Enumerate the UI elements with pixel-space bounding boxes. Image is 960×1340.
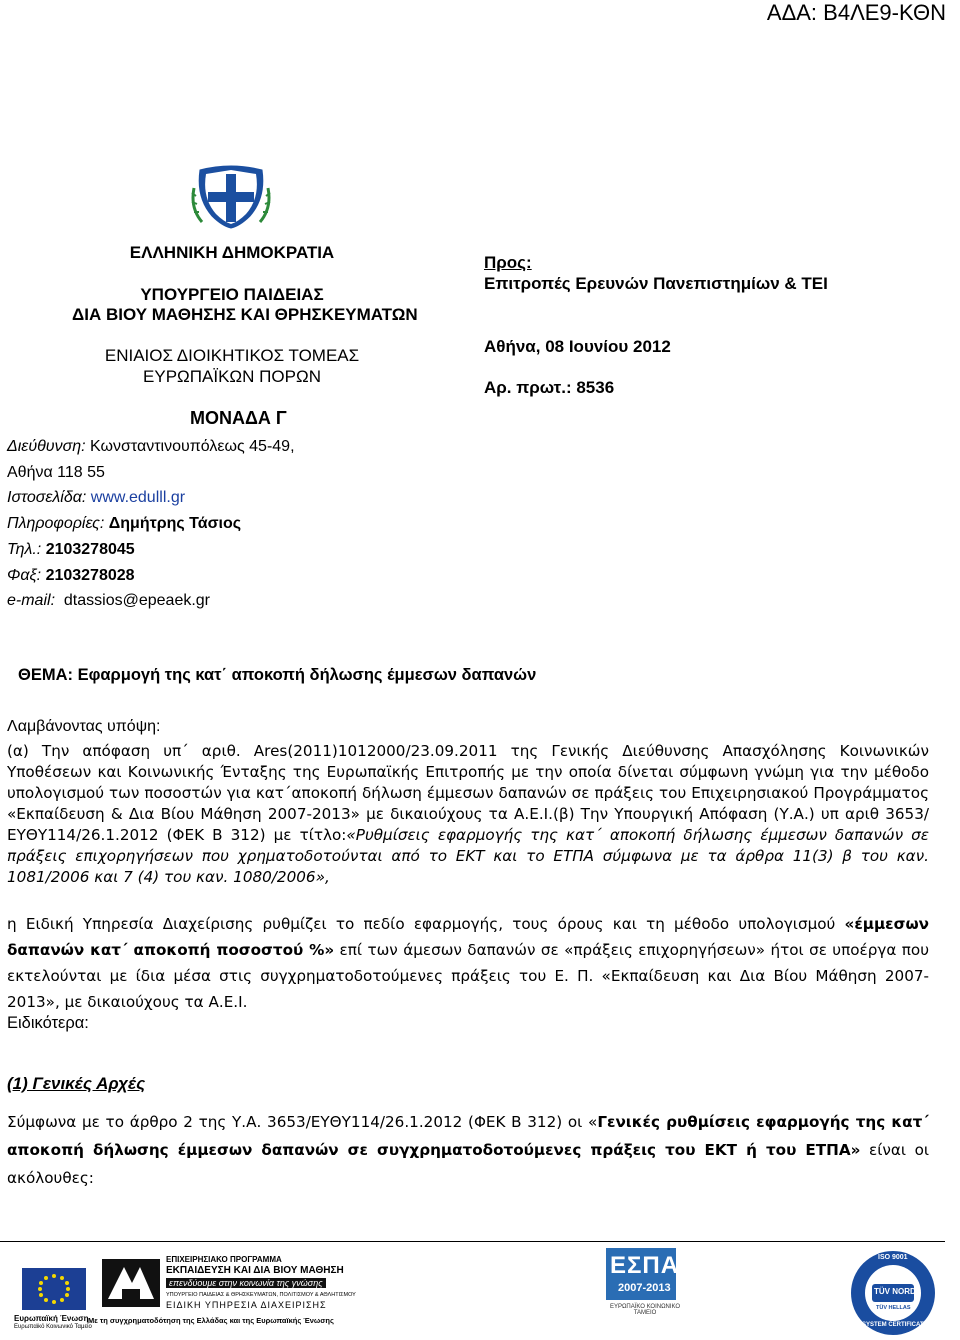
protocol-number: Αρ. πρωτ.: 8536 — [484, 378, 615, 397]
footer-divider — [0, 1241, 945, 1242]
paragraph-scope-text-a: η Ειδική Υπηρεσία Διαχείρισης ρυθμίζει το πεδίο εφαρμογής, τους όρους και τη μέθοδο υπολογισμού — [7, 915, 845, 933]
address-value: Κωνσταντινουπόλεως 45-49, — [90, 438, 295, 455]
espa-years: 2007-2013 — [618, 1282, 671, 1294]
programme-line-1: ΕΠΙΧΕΙΡΗΣΙΑΚΟ ΠΡΟΓΡΑΜΜΑ — [166, 1255, 282, 1264]
sector-line-1: ΕΝΙΑΙΟΣ ΔΙΟΙΚΗΤΙΚΟΣ ΤΟΜΕΑΣ — [104, 346, 360, 365]
eu-logo — [22, 1268, 86, 1312]
programme-service: ΕΙΔΙΚΗ ΥΠΗΡΕΣΙΑ ΔΙΑΧΕΙΡΙΣΗΣ — [166, 1300, 327, 1310]
certification-seal — [850, 1250, 936, 1336]
website-label: Ιστοσελίδα: — [7, 489, 87, 506]
espa-subtitle: ΕΥΡΩΠΑΪΚΟ ΚΟΙΝΩΝΙΚΟ ΤΑΜΕΙΟ — [609, 1304, 681, 1316]
iso-text: ISO 9001 — [878, 1254, 908, 1261]
address-label: Διεύθυνση: — [7, 438, 86, 455]
ministry-line-2: ΔΙΑ ΒΙΟΥ ΜΑΘΗΣΗΣ ΚΑΙ ΘΡΗΣΚΕΥΜΑΤΩΝ — [72, 305, 418, 324]
operational-programme-logo — [100, 1253, 356, 1323]
fax-value: 2103278028 — [45, 567, 135, 584]
info-line — [7, 515, 241, 533]
paragraph-general-bold: Γενικές ρυθμίσεις εφαρμογής της κατ΄ αποκοπή δήλωσης έμμεσων δαπανών σε συγχρηματοδοτούμενες πράξεις του ΕΚΤ ή του ΕΤΠΑ» — [7, 1113, 930, 1159]
section-heading-general-principles: (1) Γενικές Αρχές — [7, 1074, 146, 1093]
info-label: Πληροφορίες: — [7, 515, 105, 532]
to-value: Επιτροπές Ερευνών Πανεπιστημίων & ΤΕΙ — [484, 274, 828, 293]
email-label: e-mail: — [7, 592, 56, 609]
paragraph-scope-text-b: επί των άμεσων δαπανών σε «πράξεις επιχορηγήσεων» ήτοι σε υποέργα που εκτελούνται με ίδια μέσα στις συγχρηματοδοτούμενες πράξεις του Ε. Π. «Εκπαίδευση και Δια Βίου Μάθηση 2007-2013», με δικαιούχους τα Α.Ε.Ι. — [7, 941, 930, 1011]
subject-line: ΘΕΜΑ: Εφαρμογή της κατ΄ αποκοπή δήλωσης έμμεσων δαπανών — [18, 666, 537, 684]
ada-code: ΑΔΑ: Β4ΛΕ9-ΚΘΝ — [766, 0, 946, 25]
paragraph-general-text-b: είναι οι ακόλουθες: — [7, 1141, 930, 1187]
fax-line — [7, 567, 135, 585]
email-value[interactable]: dtassios@epeaek.gr — [63, 592, 211, 609]
programme-slogan: επενδύουμε στην κοινωνία της γνώσης — [166, 1278, 326, 1288]
paragraph-scope-bold: «έμμεσων δαπανών κατ΄ αποκοπή ποσοστού %» — [7, 915, 929, 959]
paragraph-decisions-text: (α) Την απόφαση υπ΄ αριθ. Ares(2011)1012000/23.09.2011 της Γενικής Διεύθυνσης Απασχόλησης Κοινωνικών Υποθέσεων και Κοινωνικής Ένταξης της Ευρωπαϊκής Επιτροπής με την οποία δίνεται σύμφωνη γνώμη για την μέθοδο υπολογισμού των ποσοστών για κατ΄αποκοπή δήλωση έμμεσων δαπανών σε πράξεις του Επιχειρησιακού Προγράμματος «Εκπαίδευση & Δια Βίου Μάθηση 2007-2013» με δικαιούχους τα Α.Ε.Ι.(β) Την Υπουργική Απόφαση (Υ.Α.) υπ αριθ 3653/ΕΥΘΥ114/26.1.2012 (ΦΕΚ Β 312) με τίτλο: — [7, 742, 929, 844]
paragraph-decisions — [7, 741, 929, 888]
programme-line-2: ΕΚΠΑΙΔΕΥΣΗ ΚΑΙ ΔΙΑ ΒΙΟΥ ΜΑΘΗΣΗ — [166, 1265, 344, 1276]
eu-flag-icon — [22, 1268, 86, 1310]
ministry-line-1: ΥΠΟΥΡΓΕΙΟ ΠΑΙΔΕΙΑΣ — [140, 285, 324, 304]
programme-ministry: ΥΠΟΥΡΓΕΙΟ ΠΑΙΔΕΙΑΣ & ΘΡΗΣΚΕΥΜΑΤΩΝ, ΠΟΛΙΤΙΣΜΟΥ & ΑΘΛΗΤΙΣΜΟΥ — [166, 1292, 356, 1298]
tuv-sub-text: TÜV HELLAS — [876, 1305, 911, 1311]
to-label: Προς: — [484, 253, 532, 272]
coat-of-arms-emblem — [190, 158, 272, 230]
espa-text: ΕΣΠΑ — [610, 1252, 680, 1279]
email-line — [7, 592, 210, 610]
paragraph-general-settings — [7, 1108, 929, 1192]
eu-fund-label: Ευρωπαϊκό Κοινωνικό Ταμείο — [14, 1324, 92, 1330]
paragraph-scope — [7, 911, 929, 1015]
regulation-title: «Ρυθμίσεις εφαρμογής της κατ΄ αποκοπή δήλωσης έμμεσων δαπανών σε πράξεις επιχορηγήσεων που χρηματοδοτούνται από το ΕΚΤ και το ΕΤΠΑ σύμφωνα με τα άρθρα 11(3) β του καν. 1081/2006 και 7 (4) του καν. 1080/2006», — [7, 826, 929, 886]
sector-line-2: ΕΥΡΩΠΑΪΚΩΝ ΠΟΡΩΝ — [143, 367, 321, 386]
address-city: Αθήνα 118 55 — [7, 464, 105, 481]
phone-line — [7, 541, 135, 559]
cofinance-note: Με τη συγχρηματοδότηση της Ελλάδας και της Ευρωπαϊκής Ένωσης — [88, 1316, 334, 1325]
website-line — [7, 489, 185, 507]
espa-logo — [600, 1248, 690, 1328]
paragraph-general-text-a: Σύμφωνα με το άρθρο 2 της Υ.Α. 3653/ΕΥΘΥ114/26.1.2012 (ΦΕΚ Β 312) οι « — [7, 1113, 598, 1131]
programme-emblem-icon — [102, 1259, 160, 1307]
fax-label: Φαξ: — [7, 567, 42, 584]
address-line — [7, 438, 295, 456]
document-date: Αθήνα, 08 Ιουνίου 2012 — [484, 337, 671, 356]
eu-label: Ευρωπαϊκή Ένωση — [14, 1314, 89, 1323]
phone-label: Τηλ.: — [7, 541, 42, 558]
website-link[interactable]: www.edulll.gr — [90, 489, 186, 506]
phone-value: 2103278045 — [45, 541, 135, 558]
specifically-label: Ειδικότερα: — [7, 1014, 89, 1032]
tuv-text: TÜV NORD — [874, 1287, 916, 1296]
unit-heading: ΜΟΝΑΔΑ Γ — [190, 408, 287, 428]
info-value: Δημήτρης Τάσιος — [108, 515, 242, 532]
system-certification-text: SYSTEM CERTIFICATION — [862, 1322, 935, 1328]
considering-label: Λαμβάνοντας υπόψη: — [7, 718, 161, 735]
republic-heading: ΕΛΛΗΝΙΚΗ ΔΗΜΟΚΡΑΤΙΑ — [129, 243, 335, 262]
